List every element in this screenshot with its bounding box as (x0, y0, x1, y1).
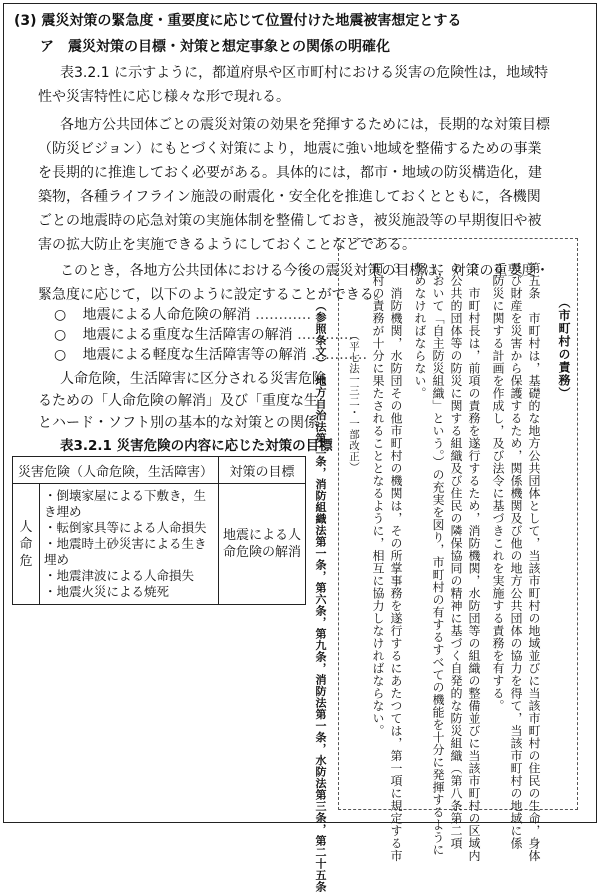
list-item: ・地震津波による人命損失 (44, 568, 195, 583)
para1-line-2: 性や災害特性に応じ様々な形で現れる。 (38, 89, 290, 105)
table-row (40, 484, 219, 605)
bullet-text: 地震による人命危険の解消 (82, 307, 251, 323)
leader-dots: ………… (297, 327, 354, 343)
para2-line-6: 害の拡大防止を実施できるようにしておくことなどである。 (38, 237, 416, 253)
para3-line-2: 緊急度に応じて，以下のように設定することができる。 (38, 287, 388, 303)
sidebar-column: ２ 市町村長は，前項の責務を遂行するため，消防機関，水防団等の組織の整備並びに当該市町村の区域内 (467, 262, 481, 862)
sidebar-column: 第五条 市町村は，基礎的な地方公共団体として，当該市町村の地域並びに当該市町村の住民の生命，身体 (527, 262, 541, 862)
sidebar-column: 及び財産を災害から保護するため，関係機関及び他の地方公共団体の協力を得て，当該市町村の地域に係 (509, 262, 523, 850)
list-item: ・転倒家具等による人命損失 (44, 520, 207, 535)
table-header-target: 対策の目標 (219, 457, 306, 484)
sidebar-column: る防災に関する計画を作成し，及び法令に基づきこれを実施する責務を有する。 (491, 262, 505, 712)
para2-line-1: 各地方公共団体ごとの震災対策の効果を発揮するためには，長期的な対策目標 (60, 117, 550, 133)
list-item: ・倒壊家屋による下敷き，生き埋め (44, 488, 207, 519)
bullet-item (54, 306, 311, 324)
para1-line-1: 表3.2.1 に示すように，都道府県や区市町村における災害の危険性は，地域特 (60, 65, 549, 81)
circle-bullet-icon: ○ (54, 307, 67, 323)
para2-line-2: （防災ビジョン）にもとづく対策により，地震に強い地域を整備するための事業 (38, 141, 542, 157)
table-target-cell: 地震による人命危険の解消 (219, 484, 306, 605)
hazard-table (12, 456, 306, 605)
leader-dots: ………… (255, 307, 312, 323)
list-item: ・地震火災による焼死 (44, 584, 170, 599)
table-caption: 表3.2.1 災害危険の内容に応じた対策の目標 (60, 438, 333, 454)
bullet-item (54, 326, 353, 344)
para2-line-5: ごとの地震時の応急対策の実施体制を整備しておき，被災施設等の早期復旧や被 (38, 213, 542, 229)
leader-dots: ………… (311, 347, 368, 363)
sidebar-column: において「自主防災組織」という。）の充実を図り，市町村の有するすべての機能を十分に発揮するように (431, 262, 445, 856)
para3-line-1: このとき，各地方公共団体における今後の震災対策の目標は，対策の重要度・ (60, 263, 550, 279)
para4-line-3: とハード・ソフト別の基本的な対策との関係 (38, 415, 318, 431)
sidebar-column: 努めなければならない。 (413, 262, 427, 400)
sidebar-column: の公共的団体等の防災に関する組織及び住民の隣保協同の精神に基づく自発的な防災組織（第八条第二項 (449, 262, 463, 850)
section-heading: (3) 震災対策の緊急度・重要度に応じて位置付けた地震被害想定とする (14, 13, 462, 29)
table-header-hazard: 災害危険（人命危険，生活障害） (13, 457, 219, 484)
table-row-label: 人命危 (13, 484, 40, 605)
bullet-text: 地震による重度な生活障害の解消 (82, 327, 293, 343)
amendment-note: （平七法一三二・一部改正） (348, 330, 360, 473)
list-item: ・地震時土砂災害による生き埋め (44, 536, 207, 567)
sidebar-column: 町村の責務が十分に果たされることとなるように，相互に協力しなければならない。 (371, 262, 385, 737)
para2-line-4: 築物，各種ライフライン施設の耐震化・安全化を推進しておくとともに，各機関 (38, 189, 541, 205)
circle-bullet-icon: ○ (54, 327, 67, 343)
para4-line-2: るための「人命危険の解消」及び「重度な生 (38, 393, 318, 409)
sidebar-column: ３ 消防機関，水防団その他市町村の機関は，その所掌事務を遂行するにあたつては，第一項に規定する市 (389, 262, 403, 862)
para4-line-1: 人命危険，生活障害に区分される災害危険 (60, 371, 326, 387)
para2-line-3: を長期的に推進しておく必要がある。具体的には，都市・地域の防災構造化，建 (38, 165, 542, 181)
section-subheading: ア 震災対策の目標・対策と想定事象との関係の明確化 (40, 39, 390, 55)
reference-statutes: （参照条文） 地方自治法第二条，消防組織法第一条，第六条，第九条，消防法第一条，水防法第三条，第二十五条 (314, 300, 327, 893)
bullet-text: 地震による軽度な生活障害等の解消 (82, 347, 307, 363)
sidebar-title: （市町村の責務） (557, 296, 571, 400)
circle-bullet-icon: ○ (54, 347, 67, 363)
